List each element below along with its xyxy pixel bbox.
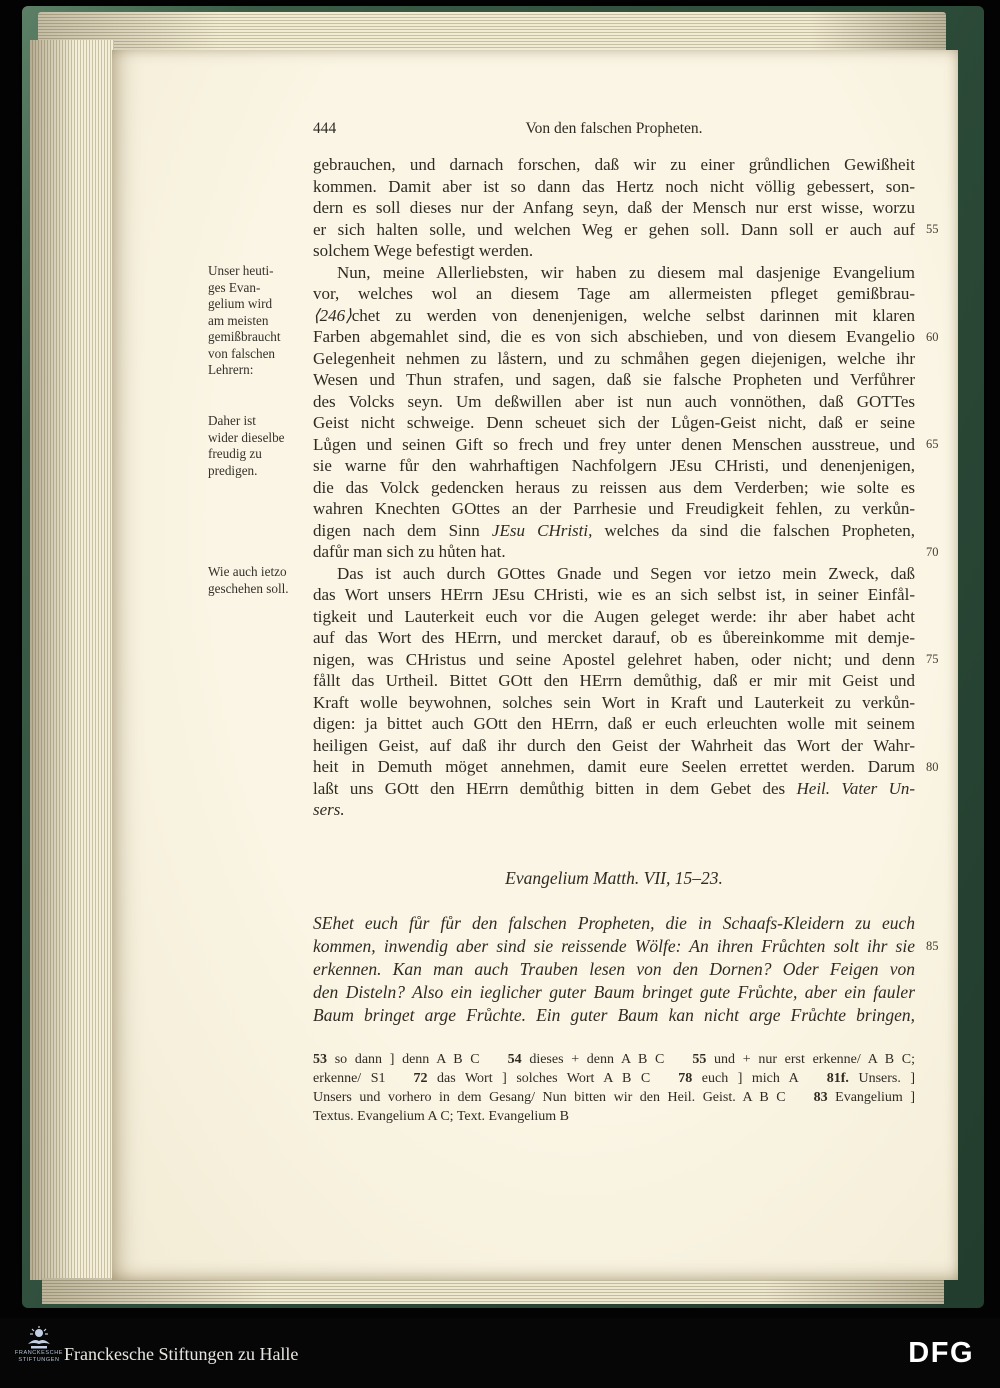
francke-logo-text-2: STIFTUNGEN — [18, 1357, 60, 1363]
line-number: 65 — [926, 437, 939, 451]
page-number: 444 — [313, 120, 337, 137]
text-line: nigen, was CHristus und seine Apostel gelehret haben, oder nicht; und denn — [313, 649, 915, 669]
gospel-line: SEhet euch fůr fůr den falschen Propheten, die in Schaafs-Kleidern zu euch — [313, 913, 915, 933]
gospel-line: kommen, inwendig aber sind sie reissende Wölfe: An ihren Frůchten solt ihr sie — [313, 936, 915, 956]
footer-library-name: Franckesche Stiftungen zu Halle — [64, 1344, 299, 1364]
text-line: Kraft wolle beywohnen, solches sein Wort in Kraft und Lauterkeit zu verkůn- — [313, 692, 915, 712]
pericope-heading: Evangelium Matth. VII, 15–23. — [505, 868, 723, 888]
page-edges-left — [30, 40, 114, 1280]
text-line: gebrauchen, und darnach forschen, daß wir zu einer grůndlichen Gewißheit — [313, 155, 915, 174]
francke-emblem-icon — [26, 1326, 52, 1350]
line-number: 70 — [926, 545, 939, 559]
paragraph — [313, 262, 915, 563]
text-line: die das Volck gedencken heraus zu reissen aus dem Verderben; wie solte es — [313, 477, 915, 497]
paragraph — [313, 154, 915, 262]
text-line: des Volcks seyn. Um deßwillen aber ist nun auch vonnöthen, daß GOTTes — [313, 391, 915, 411]
text-line: Das ist auch durch GOttes Gnade und Segen vor ietzo mein Zweck, daß — [337, 563, 915, 583]
page-edges-bottom — [42, 1278, 944, 1304]
apparatus-line: Unsers und vorhero in dem Gesang/ Nun bitten wir den Heil. Geist. A B C 83 Evangelium ] — [313, 1090, 915, 1105]
gospel-line: Baum bringet arge Frůchte. Ein guter Baum kan nicht arge Frůchte bringen, — [313, 1005, 915, 1025]
running-head-title: Von den falschen Propheten. — [525, 120, 703, 137]
dfg-logo: DFG — [908, 1337, 974, 1369]
text-line: Lůgen und seinen Gift so frech und frey unter denen Menschen ausstreue, und — [313, 434, 915, 454]
page-edges-top — [38, 12, 946, 54]
text-line: digen nach dem Sinn JEsu CHristi, welches da sind die falschen Propheten, — [313, 520, 915, 540]
line-number: 85 — [926, 939, 939, 953]
margin-note: Wie auch ietzo geschehen soll. — [208, 564, 289, 596]
text-line: Farben abgemahlet sind, die es von sich abschieben, und von diesem Evangelio — [313, 327, 915, 346]
line-number: 80 — [926, 760, 939, 774]
apparatus-line: Textus. Evangelium A C; Text. Evangelium B — [313, 1109, 569, 1124]
text-line: wahren Knechten GOttes an der Parrhesie und Freudigkeit fehlen, zu verkůn- — [313, 499, 915, 518]
text-line: dern es soll dieses nur der Anfang seyn, daß der Mensch nur erst wisse, worzu — [313, 198, 915, 217]
text-line: tigkeit und Lauterkeit euch vor die Augen geleget werde: ihr aber habet acht — [313, 606, 915, 626]
text-line: dafůr man sich zu hůten hat. — [313, 542, 506, 561]
running-head-row — [313, 120, 915, 138]
text-line: er sich halten solle, und welchen Weg er gehen soll. Dann soll er auch auf — [313, 219, 915, 239]
gospel-line: den Disteln? Also ein ieglicher guter Baum bringet gute Frůchte, aber ein fauler — [313, 982, 915, 1002]
apparatus-line: 53 so dann ] denn A B C 54 dieses + denn A B C 55 und + nur erst erkenne/ A B C; — [313, 1052, 915, 1067]
gospel-line: erkennen. Kan man auch Trauben lesen von den Dornen? Oder Feigen von — [313, 959, 915, 979]
gospel-text — [313, 912, 915, 1027]
text-line: Wesen und Thun strafen, und sagen, daß sie falsche Propheten und Verfůhrer — [313, 370, 915, 389]
text-line: fållt das Urtheil. Bittet GOtt den HErrn demůthig, daß er mir mit Geist und — [313, 671, 915, 690]
text-line: sers. — [313, 800, 345, 819]
text-line: laßt uns GOtt den HErrn demůthig bitten in dem Gebet des Heil. Vater Un- — [313, 778, 916, 798]
text-line: heit in Demuth möget annehmen, damit eure Seelen errettet werden. Darum — [313, 757, 915, 776]
text-line: ⟨246⟩chet zu werden von denenjenigen, welche selbst darinnen mit klaren — [313, 305, 915, 325]
francke-logo-text-1: FRANCKESCHE — [14, 1350, 64, 1356]
book-page — [112, 50, 958, 1280]
text-line: vor, welches wol an diesem Tage am allermeisten pfleget gemißbrau- — [313, 284, 915, 303]
text-line: heiligen Geist, auf daß ihr durch den Geist der Wahrheit das Wort der Wahr- — [313, 735, 915, 755]
text-line: digen: ja bittet auch GOtt den HErrn, daß er euch erleuchten wolle mit seinem — [313, 714, 915, 733]
text-line: Gelegenheit nehmen zu låstern, und zu schmåhen gegen diejenigen, welche ihr — [313, 348, 915, 368]
apparatus-line: erkenne/ S1 72 das Wort ] solches Wort A B C 78 euch ] mich A 81f. Unsers. ] — [313, 1071, 916, 1086]
francke-logo-icon — [14, 1326, 64, 1364]
text-line: kommen. Damit aber ist so dann das Hertz noch nicht völlig gebessert, son- — [313, 176, 915, 196]
line-number: 55 — [926, 222, 939, 236]
paragraph — [313, 563, 915, 821]
margin-note: Unser heuti- ges Evan- gelium wird am meisten gemißbraucht von falschen Lehrern: — [208, 263, 281, 377]
text-line: das Wort unsers HErrn JEsu CHristi, wie es an sich selbst ist, in seiner Einfål- — [313, 585, 915, 604]
text-line: solchem Wege befestigt werden. — [313, 241, 534, 260]
body-text — [313, 154, 915, 821]
margin-note: Daher ist wider dieselbe freudig zu predigen. — [208, 413, 285, 478]
text-line: sie warne fůr den wahrhaftigen Nachfolgern JEsu CHristi, und denenjenigen, — [313, 456, 915, 475]
line-number: 75 — [926, 652, 939, 666]
line-number: 60 — [926, 330, 939, 344]
text-line: Nun, meine Allerliebsten, wir haben zu diesem mal dasjenige Evangelium — [337, 262, 915, 282]
text-line: Geist nicht schweige. Denn scheuet sich der Lůgen-Geist nicht, daß er seine — [313, 413, 915, 432]
text-line: auf das Wort des HErrn, und mercket darauf, ob es ůbereinkomme mit demje- — [313, 628, 915, 647]
critical-apparatus — [313, 1050, 915, 1126]
